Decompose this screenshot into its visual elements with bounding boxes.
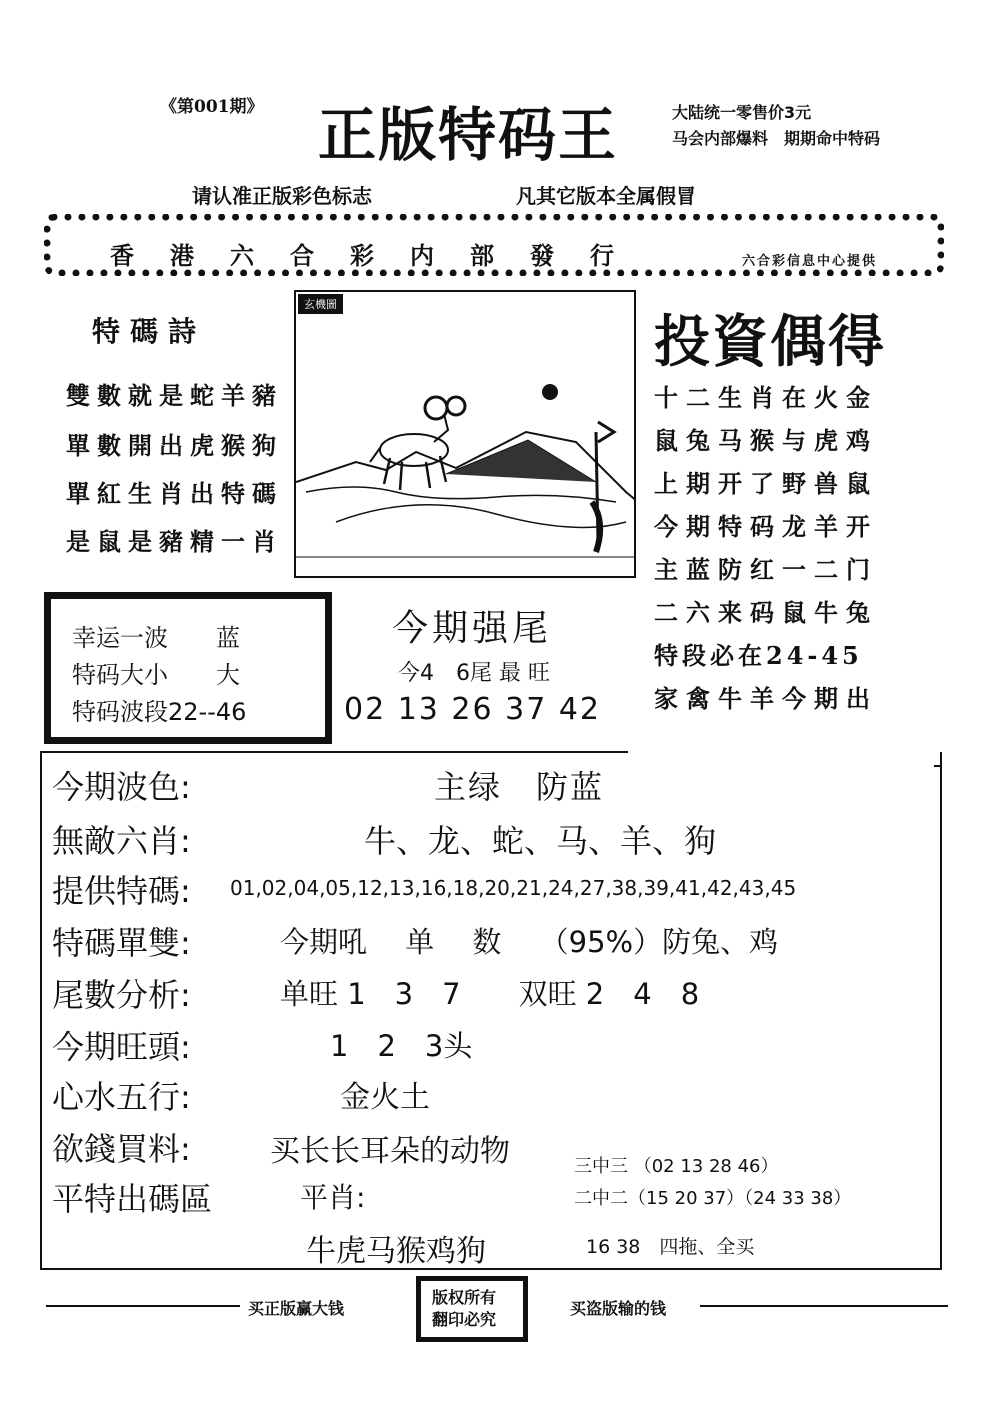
lucky-segment: 特码波段22--46	[72, 698, 247, 726]
invest-line: 特段必在24-45	[654, 641, 863, 670]
odd-even-value: 今期吼 单 数 （95%）防兔、鸡	[280, 925, 779, 959]
main-box-top-border-right	[934, 765, 942, 767]
special-code-label: 提供特碼:	[52, 872, 191, 910]
tail-analysis-value: 单旺 1 3 7 双旺 2 4 8	[280, 977, 700, 1011]
banner-title: 香港六合彩内部發行	[110, 241, 650, 270]
head-label: 今期旺頭:	[52, 1028, 191, 1066]
invest-line: 上期开了野兽鼠	[654, 469, 878, 498]
invest-line: 家禽牛羊今期出	[654, 684, 878, 713]
buy-info-value: 买长长耳朵的动物	[270, 1134, 510, 1169]
wave-color-label: 今期波色:	[52, 768, 191, 806]
price-text: 大陆统一零售价3元	[672, 103, 812, 122]
issue-number: 《第001期》	[160, 97, 264, 117]
footer-left-line	[46, 1305, 240, 1307]
lucky-wave: 幸运一波 蓝	[72, 624, 240, 652]
poem-line: 單數開出虎猴狗	[66, 431, 283, 460]
picture-seal: 玄機圖	[298, 294, 343, 314]
lucky-size: 特码大小 大	[72, 661, 240, 689]
combo-three: 三中三 （02 13 28 46）	[574, 1156, 779, 1177]
flat-zodiac-label: 平肖:	[300, 1181, 366, 1214]
strong-tail-detail: 今4 6尾 最 旺	[398, 661, 550, 686]
flat-zone-label: 平特出碼區	[52, 1180, 213, 1218]
invest-line: 二六来码鼠牛兔	[654, 598, 878, 627]
invest-title: 投資偶得	[654, 309, 886, 375]
elements-value: 金火土	[340, 1080, 430, 1115]
page-title: 正版特码王	[318, 101, 619, 169]
invest-line: 今期特码龙羊开	[654, 512, 878, 541]
combo-two: 二中二（15 20 37）（24 33 38）	[574, 1188, 852, 1209]
recognize-notice: 请认准正版彩色标志	[192, 184, 372, 208]
buy-info-label: 欲錢買料:	[52, 1130, 191, 1168]
banner-provider: 六合彩信息中心提供	[742, 254, 878, 269]
poem-line: 雙數就是蛇羊豬	[66, 381, 283, 410]
footer-right-line	[700, 1305, 948, 1307]
poem-line: 單紅生肖出特碼	[66, 479, 283, 508]
main-box-top-border	[40, 751, 628, 753]
strong-tail-numbers: 02 13 26 37 42	[344, 692, 602, 727]
copyright-line-1: 版权所有	[432, 1288, 497, 1307]
wave-color-value: 主绿 防蓝	[434, 768, 605, 806]
strong-tail-title: 今期强尾	[392, 608, 553, 649]
odd-even-label: 特碼單雙:	[52, 924, 191, 962]
elements-label: 心水五行:	[52, 1078, 191, 1116]
flat-zodiac-value: 牛虎马猴鸡狗	[306, 1234, 486, 1269]
invest-line: 十二生肖在火金	[654, 383, 878, 412]
copyright-line-2: 翻印必究	[432, 1310, 497, 1329]
footer-right-text: 买盗版输的钱	[570, 1299, 667, 1318]
six-zodiac-label: 無敵六肖:	[52, 822, 191, 860]
insider-text: 马会内部爆料 期期命中特码	[672, 129, 881, 148]
footer-left-text: 买正版赢大钱	[248, 1299, 345, 1318]
invest-line: 主蓝防红一二门	[654, 555, 878, 584]
combo-drag: 16 38 四拖、全买	[586, 1236, 755, 1258]
head-value: 1 2 3头	[330, 1029, 473, 1063]
poem-title: 特碼詩	[92, 315, 207, 348]
poem-line: 是鼠是豬精一肖	[66, 527, 283, 556]
six-zodiac-value: 牛、龙、蛇、马、羊、狗	[364, 822, 717, 860]
tail-analysis-label: 尾數分析:	[52, 976, 191, 1014]
special-code-value: 01,02,04,05,12,13,16,18,20,21,24,27,38,39,41,42,43,45	[230, 876, 797, 900]
invest-line: 鼠兔马猴与虎鸡	[654, 426, 878, 455]
ram-on-mountain-picture	[294, 290, 636, 578]
fake-notice: 凡其它版本全属假冒	[516, 184, 696, 208]
